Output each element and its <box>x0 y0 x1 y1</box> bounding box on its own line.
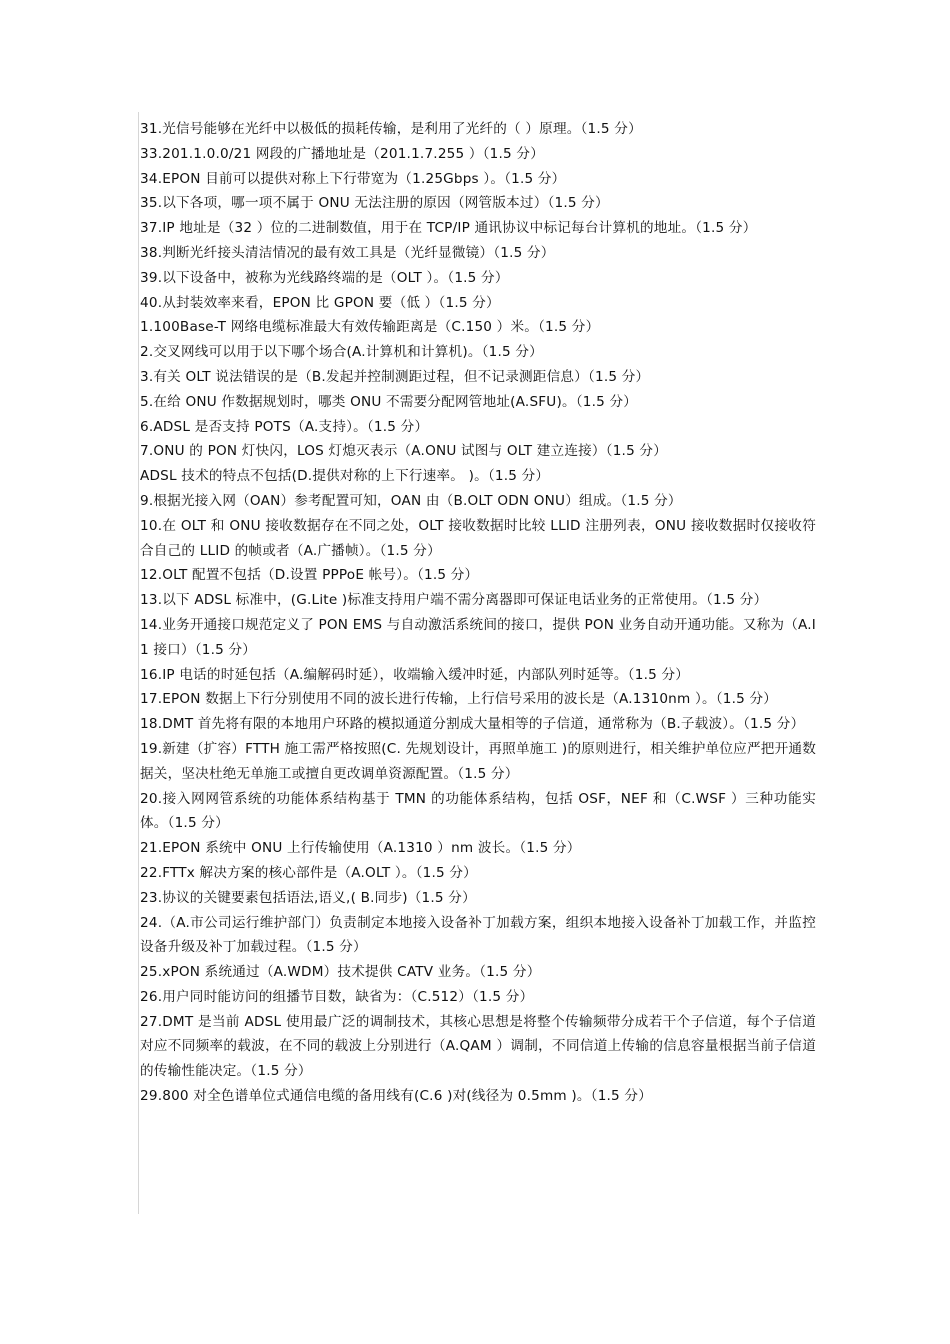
question-list <box>140 117 816 1109</box>
question-item: 34.EPON 目前可以提供对称上下行带宽为（1.25Gbps ）。（1.5 分） <box>140 170 566 187</box>
question-item: 10.在 OLT 和 ONU 接收数据存在不同之处，OLT 接收数据时比较 LLID 注册列表，ONU 接收数据时仅接收符合自己的 LLID 的帧或者（A.广播帧）。（1.5 分） <box>140 517 816 559</box>
question-item: 3.有关 OLT 说法错误的是（B.发起并控制测距过程，但不记录测距信息）（1.5 分） <box>140 368 650 385</box>
question-item: 25.xPON 系统通过（A.WDM）技术提供 CATV 业务。（1.5 分） <box>140 964 541 981</box>
question-item: ADSL 技术的特点不包括(D.提供对称的上下行速率。 )。（1.5 分） <box>140 468 550 485</box>
question-item: 40.从封装效率来看，EPON 比 GPON 要（低 ）（1.5 分） <box>140 294 500 311</box>
question-item: 27.DMT 是当前 ADSL 使用最广泛的调制技术，其核心思想是将整个传输频带分成若干个子信道，每个子信道对应不同频率的载波，在不同的载波上分别进行（A.QAM ）调制，不同信道上传输的信息容量根据当前子信道的传输性能决定。（1.5 分） <box>140 1013 816 1080</box>
question-item: 23.协议的关键要素包括语法,语义,( B.同步)（1.5 分） <box>140 889 476 906</box>
question-item: 21.EPON 系统中 ONU 上行传输使用（A.1310 ）nm 波长。（1.5 分） <box>140 840 581 857</box>
question-item: 39.以下设备中，被称为光线路终端的是（OLT ）。（1.5 分） <box>140 269 509 286</box>
question-item: 29.800 对全色谱单位式通信电缆的备用线有(C.6 )对(线径为 0.5mm )。（1.5 分） <box>140 1088 653 1105</box>
question-item: 26.用户同时能访问的组播节目数，缺省为：（C.512）（1.5 分） <box>140 988 534 1005</box>
question-item: 9.根据光接入网（OAN）参考配置可知，OAN 由（B.OLT ODN ONU）组成。（1.5 分） <box>140 492 682 509</box>
question-item: 5.在给 ONU 作数据规划时，哪类 ONU 不需要分配网管地址(A.SFU)。（1.5 分） <box>140 393 638 410</box>
question-item: 17.EPON 数据上下行分别使用不同的波长进行传输，上行信号采用的波长是（A.1310nm ）。（1.5 分） <box>140 691 778 708</box>
margin-rule <box>138 112 139 1214</box>
question-item: 18.DMT 首先将有限的本地用户环路的模拟通道分割成大量相等的子信道，通常称为（B.子载波）。（1.5 分） <box>140 716 805 733</box>
question-item: 38.判断光纤接头清洁情况的最有效工具是（光纤显微镜）（1.5 分） <box>140 244 555 261</box>
question-item: 35.以下各项，哪一项不属于 ONU 无法注册的原因（网管版本过）（1.5 分） <box>140 195 609 212</box>
question-item: 33.201.1.0.0/21 网段的广播地址是（201.1.7.255 ）（1.5 分） <box>140 145 545 162</box>
question-item: 19.新建（扩容）FTTH 施工需严格按照(C. 先规划设计，再照单施工 )的原则进行，相关维护单位应严把开通数据关，坚决杜绝无单施工或擅自更改调单资源配置。（1.5 分） <box>140 740 816 782</box>
question-item: 12.OLT 配置不包括（D.设置 PPPoE 帐号）。（1.5 分） <box>140 567 479 584</box>
question-item: 20.接入网网管系统的功能体系结构基于 TMN 的功能体系结构，包括 OSF，NEF 和（C.WSF ）三种功能实体。（1.5 分） <box>140 790 816 832</box>
question-item: 14.业务开通接口规范定义了 PON EMS 与自动激活系统间的接口，提供 PON 业务自动开通功能。又称为（A.I1 接口）（1.5 分） <box>140 616 816 658</box>
question-item: 37.IP 地址是（32 ）位的二进制数值，用于在 TCP/IP 通讯协议中标记每台计算机的地址。（1.5 分） <box>140 220 757 237</box>
question-item: 16.IP 电话的时延包括（A.编解码时延），收端输入缓冲时延，内部队列时延等。（1.5 分） <box>140 666 690 683</box>
question-item: 6.ADSL 是否支持 POTS（A.支持）。（1.5 分） <box>140 418 429 435</box>
question-item: 31.光信号能够在光纤中以极低的损耗传输，是利用了光纤的（ ）原理。（1.5 分） <box>140 121 642 137</box>
question-item: 2.交叉网线可以用于以下哪个场合(A.计算机和计算机)。（1.5 分） <box>140 344 543 361</box>
question-item: 24.（A.市公司运行维护部门）负责制定本地接入设备补丁加载方案，组织本地接入设备补丁加载工作，并监控设备升级及补丁加载过程。（1.5 分） <box>140 914 816 956</box>
question-item: 13.以下 ADSL 标准中，(G.Lite )标准支持用户端不需分离器即可保证电话业务的正常使用。（1.5 分） <box>140 592 768 609</box>
question-item: 1.100Base-T 网络电缆标准最大有效传输距离是（C.150 ）米。（1.5 分） <box>140 319 600 336</box>
question-item: 22.FTTx 解决方案的核心部件是（A.OLT ）。（1.5 分） <box>140 864 477 881</box>
question-item: 7.ONU 的 PON 灯快闪，LOS 灯熄灭表示（A.ONU 试图与 OLT 建立连接）（1.5 分） <box>140 443 668 460</box>
